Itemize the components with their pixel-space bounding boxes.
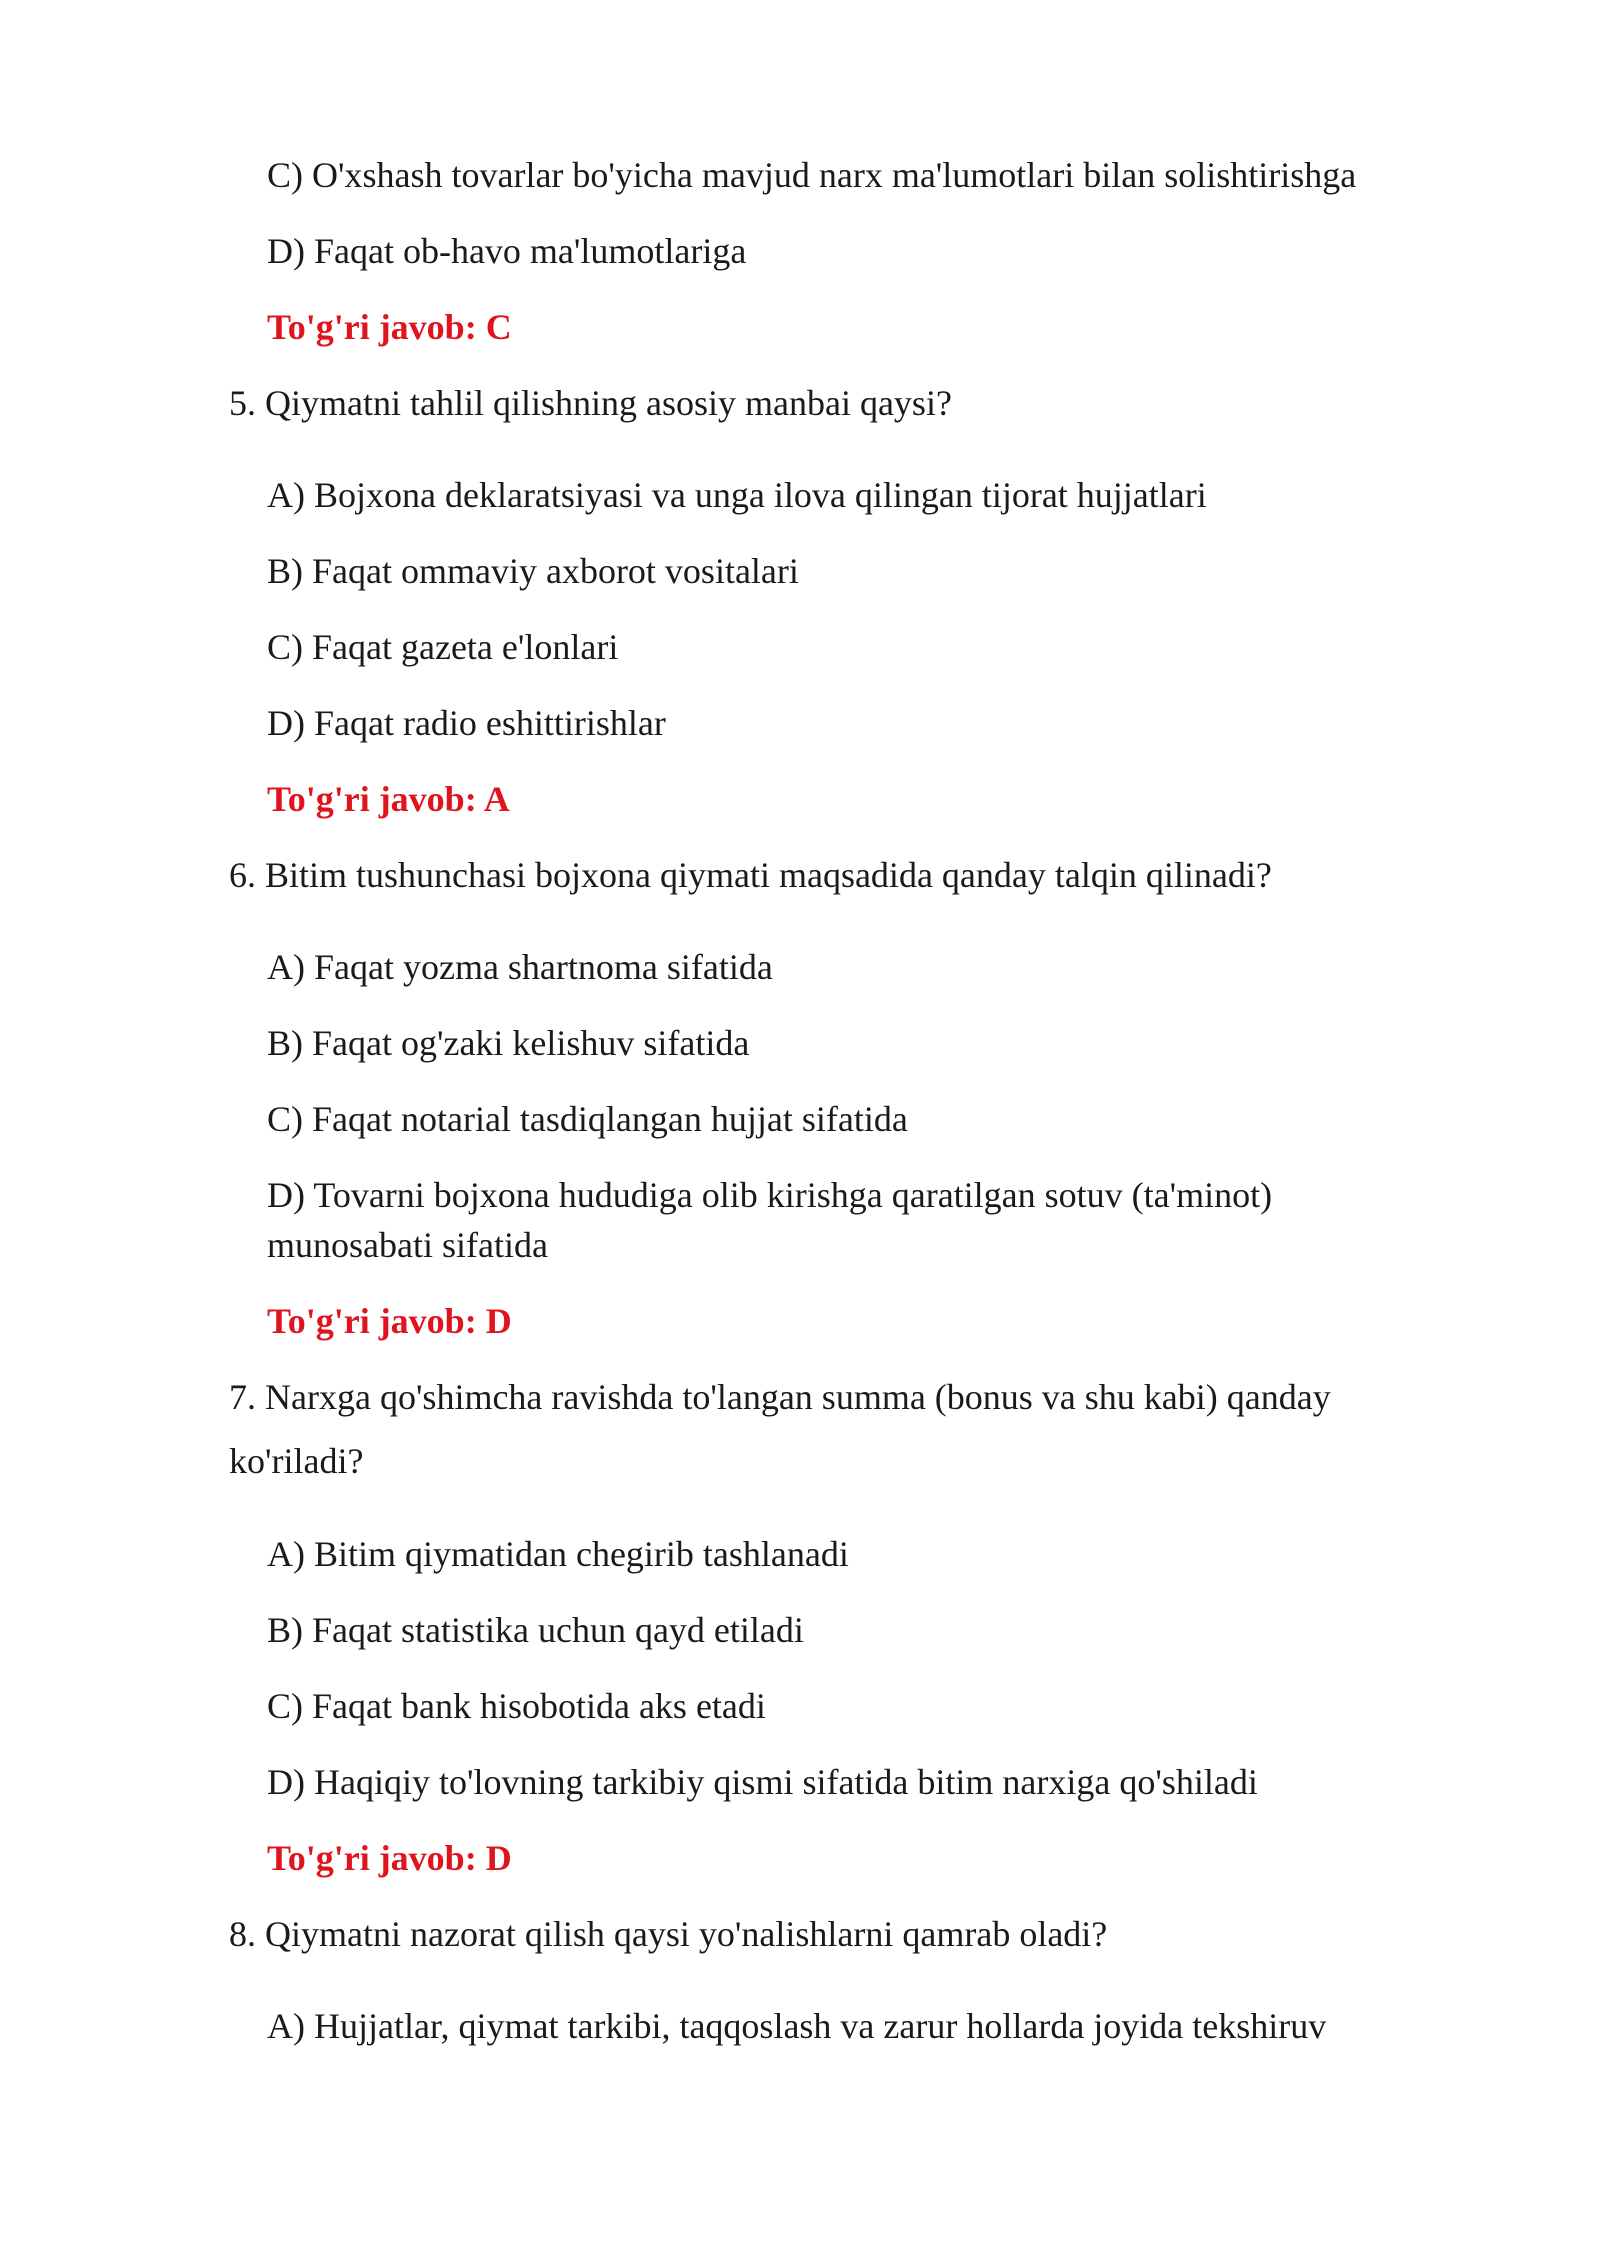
question-6: 6. Bitim tushunchasi bojxona qiymati maqsadida qanday talqin qilinadi? <box>229 855 1272 895</box>
option-a-q5: A) Bojxona deklaratsiyasi va unga ilova qilingan tijorat hujjatlari <box>267 475 1207 515</box>
option-d-q6-continued: munosabati sifatida <box>267 1225 548 1265</box>
option-c-q4: C) O'xshash tovarlar bo'yicha mavjud narx ma'lumotlari bilan solishtirishga <box>267 155 1357 195</box>
option-d-q6: D) Tovarni bojxona hududiga olib kirishga qaratilgan sotuv (ta'minot) <box>267 1175 1273 1215</box>
option-b-q7: B) Faqat statistika uchun qayd etiladi <box>267 1610 804 1650</box>
option-d-q7: D) Haqiqiy to'lovning tarkibiy qismi sifatida bitim narxiga qo'shiladi <box>267 1762 1258 1802</box>
option-d-q5: D) Faqat radio eshittirishlar <box>267 703 666 743</box>
question-7: 7. Narxga qo'shimcha ravishda to'langan summa (bonus va shu kabi) qanday <box>229 1377 1331 1417</box>
option-c-q7: C) Faqat bank hisobotida aks etadi <box>267 1686 766 1726</box>
answer-q4: To'g'ri javob: C <box>267 307 512 347</box>
answer-q7: To'g'ri javob: D <box>267 1838 512 1878</box>
answer-q5: To'g'ri javob: A <box>267 779 510 819</box>
question-8: 8. Qiymatni nazorat qilish qaysi yo'nalishlarni qamrab oladi? <box>229 1914 1108 1954</box>
option-b-q6: B) Faqat og'zaki kelishuv sifatida <box>267 1023 750 1063</box>
option-c-q6: C) Faqat notarial tasdiqlangan hujjat sifatida <box>267 1099 908 1139</box>
question-7-continued: ko'riladi? <box>229 1441 364 1481</box>
question-5: 5. Qiymatni tahlil qilishning asosiy manbai qaysi? <box>229 383 952 423</box>
option-d-q4: D) Faqat ob-havo ma'lumotlariga <box>267 231 747 271</box>
option-b-q5: B) Faqat ommaviy axborot vositalari <box>267 551 799 591</box>
option-a-q6: A) Faqat yozma shartnoma sifatida <box>267 947 773 987</box>
option-a-q8: A) Hujjatlar, qiymat tarkibi, taqqoslash va zarur hollarda joyida tekshiruv <box>267 2006 1327 2046</box>
option-c-q5: C) Faqat gazeta e'lonlari <box>267 627 619 667</box>
answer-q6: To'g'ri javob: D <box>267 1301 512 1341</box>
option-a-q7: A) Bitim qiymatidan chegirib tashlanadi <box>267 1534 849 1574</box>
